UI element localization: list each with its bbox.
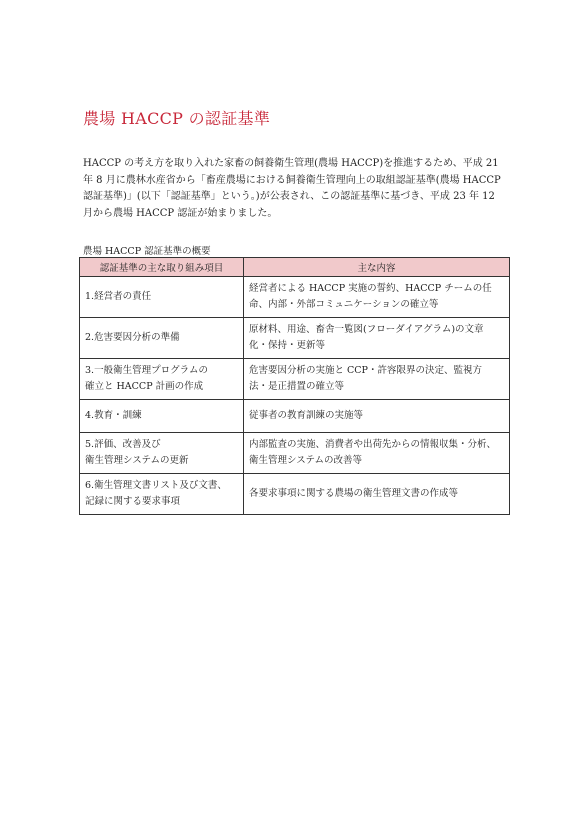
item-text: 3.一般衛生管理プログラムの	[85, 365, 208, 376]
table-row	[80, 277, 510, 318]
table-caption: 農場 HACCP 認証基準の概要	[83, 246, 211, 257]
content-text: 各要求事項に関する農場の衛生管理文書の作成等	[249, 488, 459, 499]
item-text: 2.危害要因分析の準備	[85, 332, 180, 343]
item-cell	[80, 474, 244, 515]
item-text: 記録に関する要求事項	[85, 496, 181, 507]
content-cell	[244, 359, 510, 400]
content-cell	[244, 474, 510, 515]
content-text: 危害要因分析の実施と CCP・許容限界の決定、監視方	[249, 365, 482, 376]
item-text: 6.衛生管理文書リスト及び文書、	[85, 480, 227, 491]
header-content: 主な内容	[244, 258, 510, 277]
item-cell	[80, 400, 244, 433]
table-header-row	[80, 258, 510, 277]
table-row	[80, 474, 510, 515]
item-text: 5.評価、改善及び	[85, 439, 161, 450]
item-cell	[80, 433, 244, 474]
content-cell	[244, 433, 510, 474]
header-item: 認証基準の主な取り組み項目	[80, 258, 244, 277]
table-row	[80, 433, 510, 474]
intro-line: 年 8 月に農林水産省から「畜産農場における飼養衛生管理向上の取組認証基準(農場 HACCP	[83, 174, 501, 186]
page-title: 農場 HACCP の認証基準	[83, 109, 271, 128]
item-text: 4.教育・訓練	[85, 410, 142, 421]
table-row	[80, 359, 510, 400]
content-cell	[244, 277, 510, 318]
item-cell	[80, 277, 244, 318]
content-text: 従事者の教育訓練の実施等	[249, 410, 364, 421]
content-cell	[244, 318, 510, 359]
content-cell	[244, 400, 510, 433]
content-text: 法・是正措置の確立等	[249, 381, 345, 392]
content-text: 内部監査の実施、消費者や出荷先からの情報収集・分析、	[249, 439, 497, 450]
overview-table	[79, 257, 510, 515]
content-text: 衛生管理システムの改善等	[249, 455, 363, 466]
item-text: 確立と HACCP 計画の作成	[85, 381, 204, 392]
intro-line: 月から農場 HACCP 認証が始まりました。	[83, 207, 278, 219]
intro-paragraph	[83, 156, 513, 222]
item-text: 1.経営者の責任	[85, 291, 152, 302]
item-text: 衛生管理システムの更新	[85, 455, 189, 466]
item-cell	[80, 359, 244, 400]
intro-line: 認証基準)」(以下「認証基準」という。)が公表され、この認証基準に基づき、平成 23 年 12	[83, 191, 495, 202]
table-row	[80, 400, 510, 433]
content-text: 命、内部・外部コミュニケーションの確立等	[249, 299, 439, 310]
table-row	[80, 318, 510, 359]
content-text: 原材料、用途、畜舎一覧図(フローダイアグラム)の文章	[249, 324, 484, 335]
intro-line: HACCP の考え方を取り入れた家畜の飼養衛生管理(農場 HACCP)を推進するため、平成 21	[83, 158, 499, 169]
content-text: 化・保持・更新等	[249, 340, 326, 351]
content-text: 経営者による HACCP 実施の誓約、HACCP チームの任	[249, 283, 492, 294]
item-cell	[80, 318, 244, 359]
